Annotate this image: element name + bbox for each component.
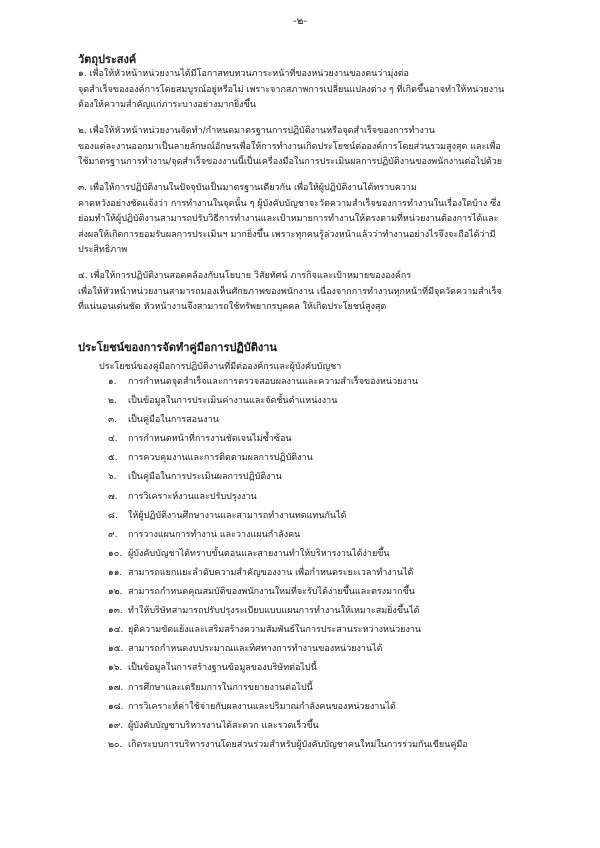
- item-number: ๓.: [108, 415, 118, 426]
- list-item: [108, 468, 468, 487]
- item-text: สามารถกำหนดงบประมาณและทิศทางการทำงานของหน่วยงานได้: [128, 644, 383, 655]
- list-item: [108, 392, 468, 411]
- objectives-heading: วัตถุประสงค์: [78, 53, 137, 66]
- list-item: [108, 717, 468, 736]
- paragraph-line: ที่แน่นอนเด่นชัด หัวหน้างานจึงสามารถใช้ทรัพยากรบุคคล ให้เกิดประโยชน์สูงสุด: [78, 302, 387, 313]
- item-text: ยุติความขัดแย้งและเสริมสร้างความสัมพันธ์ในการประสานระหว่างหน่วยงาน: [128, 625, 422, 636]
- item-number: ๑๕.: [108, 644, 124, 655]
- item-number: ๙.: [108, 529, 118, 540]
- benefits-list: [108, 373, 468, 755]
- paragraph-line: ประสิทธิภาพ: [78, 245, 128, 256]
- item-text: ผู้บังคับบัญชาได้ทราบขั้นตอนและสายงานทำให้บริหารงานได้ง่ายขึ้น: [128, 548, 390, 559]
- item-number: ๑๙.: [108, 720, 124, 731]
- item-text: ทำให้บริษัทสามารถปรับปรุงระเบียบแบบแผนการทำงานให้เหมาะสมยิ่งขึ้นได้: [128, 606, 420, 617]
- paragraph-line: ส่งผลให้เกิดการยอมรับผลการประเมินฯ มากยิ่งขึ้น เพราะทุกคนรู้ล่วงหน้าแล้วว่าทำงานอย่างไรจึงจะถือได้ว่ามี: [78, 229, 496, 240]
- item-number: ๗.: [108, 491, 118, 502]
- item-number: ๒.: [108, 396, 117, 407]
- page-number: -๒-: [293, 16, 307, 27]
- paragraph-line: คาดหวังอย่างชัดแจ้งว่า การทำงานในจุดนั้น ๆ ผู้บังคับบัญชาจะวัดความสำเร็จของการทำงานในเรื่องใดบ้าง ซึ่ง: [78, 198, 501, 209]
- paragraph-line: ๓. เพื่อให้การปฏิบัติงานในปัจจุบันเป็นมาตรฐานเดียวกัน เพื่อให้ผู้ปฏิบัติงานได้ทราบความ: [78, 183, 417, 193]
- item-number: ๑๐.: [108, 548, 123, 559]
- item-text: เป็นคู่มือในการสอนงาน: [128, 415, 219, 426]
- item-text: การควบคุมงานและการติดตามผลการปฏิบัติงาน: [128, 453, 313, 464]
- objective-paragraph-4: [78, 269, 528, 316]
- item-text: การวางแผนการทำงาน และวางแผนกำลังคน: [128, 529, 301, 540]
- item-text: เป็นคู่มือในการประเมินผลการปฏิบัติงาน: [128, 472, 282, 483]
- list-item: [108, 640, 468, 659]
- list-item: [108, 621, 468, 640]
- item-text: เกิดระบบการบริหารงานโดยส่วนร่วมสำหรับผู้บังคับบัญชาคนใหม่ในการร่วมกันเขียนคู่มือ: [128, 739, 468, 750]
- list-item: [108, 698, 468, 717]
- item-number: ๑.: [108, 377, 117, 387]
- objective-paragraph-2: [78, 124, 528, 171]
- list-item: [108, 545, 468, 564]
- item-text: การกำหนดหน้าที่การงานชัดเจนไม่ซ้ำซ้อน: [128, 434, 292, 445]
- list-item: [108, 679, 468, 698]
- benefits-intro: ประโยชน์ของคู่มือการปฏิบัติงานที่มีต่อองค์กรและผู้บังคับบัญชา: [99, 362, 342, 372]
- item-text: เป็นข้อมูลในการสร้างฐานข้อมูลของบริษัทต่อไปนี้: [128, 663, 317, 674]
- paragraph-line: เพื่อให้หัวหน้าหน่วยงานสามารถมองเห็นศักยภาพของพนักงาน เนื่องจากการทำงานทุกหน้าที่มีจุดวัดความสำเร็จ: [78, 286, 502, 297]
- list-item: [108, 373, 468, 392]
- item-number: ๑๗.: [108, 682, 124, 693]
- item-text: ให้ผู้ปฏิบัติงานศึกษางานและสามารถทำงานทดแทนกันได้: [128, 510, 347, 521]
- paragraph-line: จุดสำเร็จขององค์การโดยสมบูรณ์อยู่หรือไม่ เพราะจากสภาพการเปลี่ยนแปลงต่าง ๆ ที่เกิดขึ้นอาจทำให้หน่วยงาน: [78, 84, 505, 95]
- list-item: [108, 583, 468, 602]
- list-item: [108, 411, 468, 430]
- list-item: [108, 488, 468, 507]
- item-number: ๕.: [108, 453, 118, 464]
- objective-paragraph-3: [78, 181, 528, 259]
- item-text: เป็นข้อมูลในการประเมินค่างานและจัดชั้นตำแหน่งงาน: [128, 396, 338, 407]
- item-text: การวิเคราะห์งานและปรับปรุงงาน: [128, 491, 257, 502]
- item-number: ๑๓.: [108, 606, 123, 617]
- item-number: ๖.: [108, 472, 117, 483]
- item-text: การศึกษาและเตรียมการในการขยายงานต่อไปนี้: [128, 682, 313, 693]
- paragraph-line: ใช้มาตรฐานการทำงาน/จุดสำเร็จของงานนี้เป็นเครื่องมือในการประเมินผลการปฏิบัติงานของพนักงานต่อไปด้วย: [78, 157, 503, 168]
- paragraph-line: ต้องให้ความสำคัญแก่ภาระบางอย่างมากยิ่งขึ้น: [78, 100, 256, 111]
- list-item: [108, 507, 468, 526]
- objective-paragraph-1: [78, 67, 528, 114]
- paragraph-line: ๔. เพื่อให้การปฏิบัติงานสอดคล้องกับนโยบาย วิสัยทัศน์ ภารกิจและเป้าหมายขององค์กร: [78, 271, 412, 281]
- paragraph-line: ๒. เพื่อให้หัวหน้าหน่วยงานจัดทำ/กำหนดมาตรฐานการปฏิบัติงานหรือจุดสำเร็จของการทำงาน: [78, 126, 436, 136]
- item-text: สามารถกำหนดคุณสมบัติของพนักงานใหม่ที่จะรับได้ง่ายขึ้นและตรงมากขึ้น: [128, 587, 415, 598]
- item-number: ๑๘.: [108, 701, 124, 712]
- list-item: [108, 564, 468, 583]
- item-number: ๑๖.: [108, 663, 123, 674]
- list-item: [108, 602, 468, 621]
- list-item: [108, 736, 468, 755]
- item-text: การกำหนดจุดสำเร็จและการตรวจสอบผลงานและความสำเร็จของหน่วยงาน: [128, 377, 419, 387]
- item-number: ๔.: [108, 434, 118, 445]
- item-text: ผู้บังคับบัญชาบริหารงานได้สะดวก และรวดเร็วขึ้น: [128, 720, 319, 731]
- paragraph-line: ของแต่ละงานออกมาเป็นลายลักษณ์อักษรเพื่อให้การทำงานเกิดประโยชน์ต่อองค์การโดยส่วนรวมสูงสุด และเพื่อ: [78, 141, 501, 152]
- benefits-heading: ประโยชน์ของการจัดทำคู่มือการปฏิบัติงาน: [78, 341, 277, 354]
- paragraph-line: ๑. เพื่อให้หัวหน้าหน่วยงานได้มีโอกาสทบทวนภาระหน้าที่ของหน่วยงานของตนว่ามุ่งต่อ: [78, 69, 409, 79]
- list-item: [108, 526, 468, 545]
- item-number: ๑๒.: [108, 587, 123, 598]
- list-item: [108, 659, 468, 678]
- item-number: ๑๑.: [108, 567, 123, 578]
- item-number: ๘.: [108, 510, 118, 521]
- item-number: ๑๔.: [108, 625, 124, 636]
- item-text: สามารถแยกแยะลำดับความสำคัญของงาน เพื่อกำหนดระยะเวลาทำงานได้: [128, 567, 414, 578]
- list-item: [108, 449, 468, 468]
- list-item: [108, 430, 468, 449]
- item-text: การวิเคราะห์ค่าใช้จ่ายกับผลงานและปริมาณกำลังคนของหน่วยงานได้: [128, 701, 396, 712]
- paragraph-line: ย่อมทำให้ผู้ปฏิบัติงานสามารถปรับวิธีการทำงานและเป้าหมายการทำงานให้ตรงตามที่หน่วยงานต้องการได้และ: [78, 214, 499, 225]
- item-number: ๒๐.: [108, 739, 123, 750]
